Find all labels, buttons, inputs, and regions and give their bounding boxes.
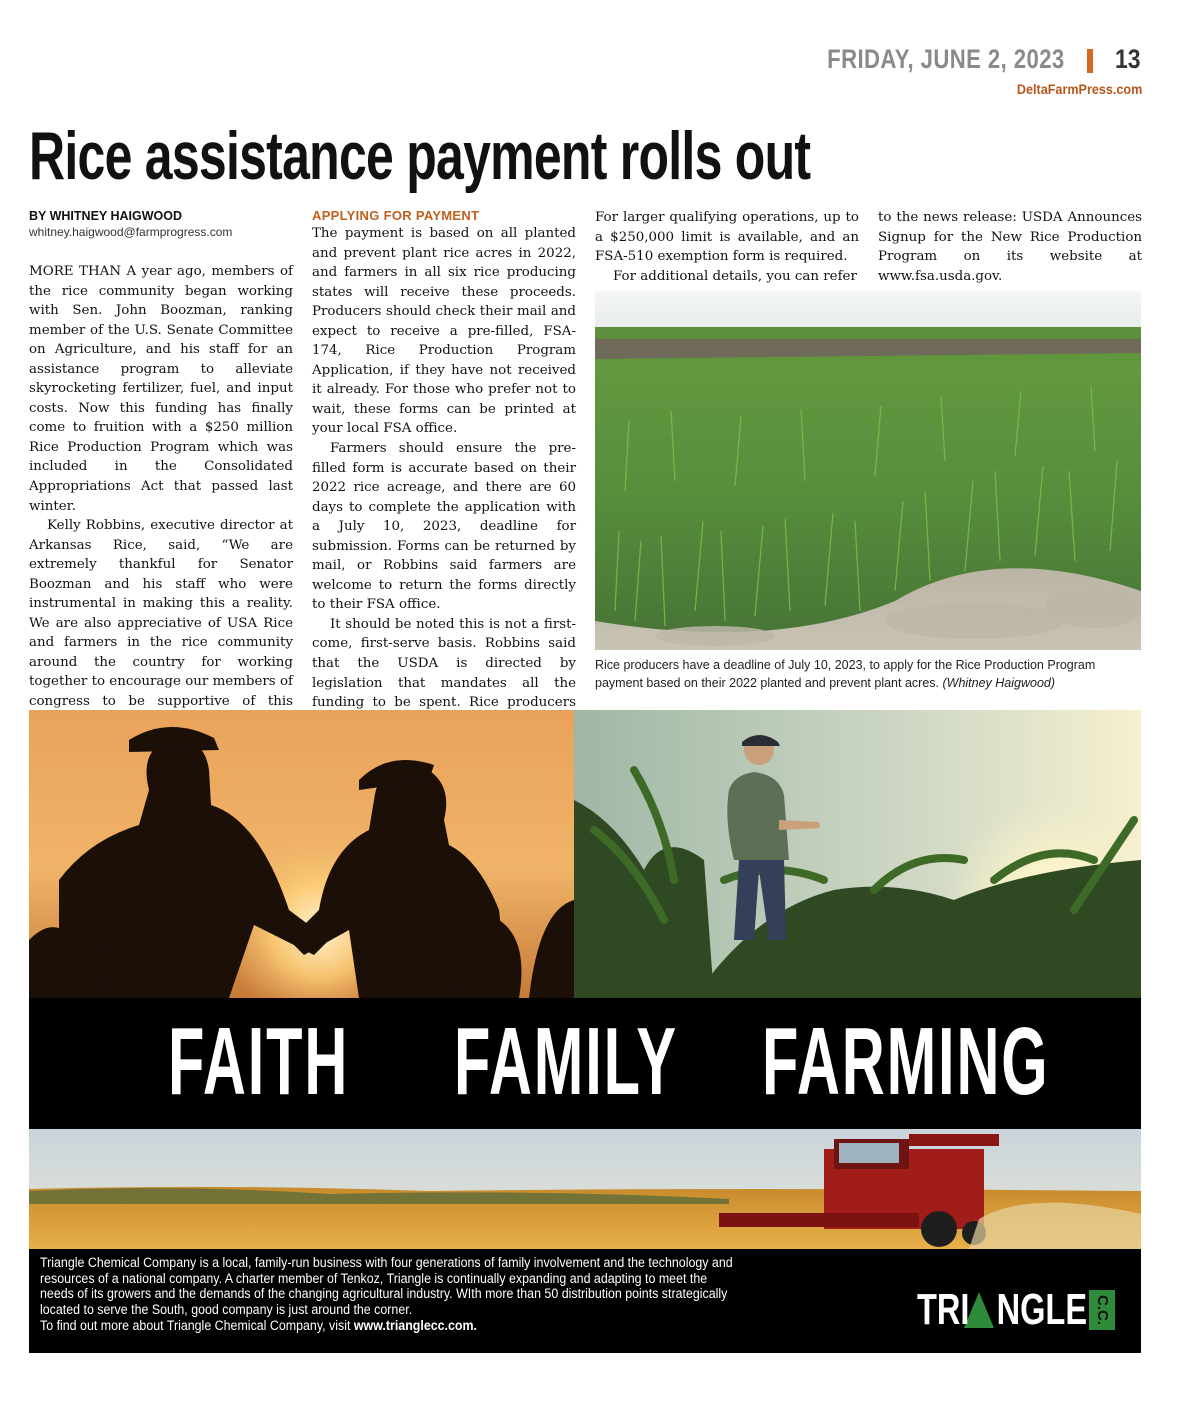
issue-date: FRIDAY, JUNE 2, 2023 xyxy=(827,44,1065,74)
article-column-1 xyxy=(29,208,293,731)
slogan-word-faith: FAITH xyxy=(168,1008,350,1115)
slogan-word-farming: FARMING xyxy=(762,1008,1050,1115)
paragraph: It should be noted this is not a first-come, first-serve basis. Robbins said that the USDA is directed by legislation that mandates all the funding to be spent. Rice producers xyxy=(312,616,576,711)
paragraph: to the news release: USDA Announces Signup for the New Rice Production Program on its website at www.fsa.usda.gov. xyxy=(878,210,1142,284)
article-column-2 xyxy=(312,208,576,752)
ad-slogan-band xyxy=(29,998,1141,1129)
logo-cc-mark: C.C. xyxy=(1094,1295,1111,1325)
paragraph: Farmers should ensure the pre-filled form is accurate based on their 2022 rice acreage, and there are 60 days to complete the application with a July 10, 2023, deadline for submission. Forms can be returned by mail, or Robbins said farmers are welcome to return the forms directly to their FSA office. xyxy=(312,441,576,613)
subhead: APPLYING FOR PAYMENT xyxy=(312,208,480,223)
paragraph: For additional details, you can refer xyxy=(613,268,857,284)
handshake-sunset-photo xyxy=(29,710,574,998)
triangle-logo xyxy=(917,1285,1122,1334)
paragraph: MORE THAN A year ago, members of the rice community began working with Sen. John Boozman, ranking member of the U.S. Senate Committee on Agriculture, and his staff for an assistance program to alleviate skyrocketing fertilizer, fuel, and input costs. Now this funding has finally come to fruition with a $250 million Rice Production Program which was included in the Consolidated Appropriations Act that passed last winter. xyxy=(29,264,293,514)
paragraph: Kelly Robbins, executive director at Arkansas Rice, said, “We are extremely thankful for Senator Boozman and his staff who were instrumental in making this a reality. We are also appreciative of USA Rice and farmers in the rice community around the country for working together to encourage our members of congress to be supportive of this xyxy=(29,518,293,710)
byline: BY WHITNEY HAIGWOOD xyxy=(29,209,183,223)
paragraph: The payment is based on all planted and prevent plant rice acres in 2022, and farmers in all six rice producing states will receive these proceeds. Producers should check their mail and expect to receive a pre-filled, FSA-174, Rice Production Program Application, if they have not received it already. For those who prefer not to wait, these forms can be printed at your local FSA office. xyxy=(312,226,576,437)
advertisement xyxy=(29,710,1141,1353)
article-column-4 xyxy=(878,208,1142,286)
site-name: DeltaFarmPress.com xyxy=(1016,81,1142,97)
author-email: whitney.haigwood@farmprogress.com xyxy=(29,225,233,239)
farmer-cornfield-photo xyxy=(574,710,1141,998)
ad-cta-prefix: To find out more about Triangle Chemical Company, visit xyxy=(40,1317,351,1333)
page-number: 13 xyxy=(1115,44,1141,74)
paragraph: For larger qualifying operations, up to a $250,000 limit is available, and an FSA-510 exemption form is required. xyxy=(595,210,859,265)
article-column-3 xyxy=(595,208,859,286)
ad-description: Triangle Chemical Company is a local, family-run business with four generations of family involvement and the technology and resources of a national company. A charter member of Tenkoz, Triangle is continually expanding and adapting to meet the needs of its growers and the demands of the changing agricultural industry. WIth more than 50 distribution points strategically located to serve the South, good company is just around the corner. xyxy=(40,1255,733,1318)
headline: Rice assistance payment rolls out xyxy=(29,118,811,194)
ad-website-link[interactable]: www.trianglecc.com. xyxy=(353,1317,477,1333)
photo-caption xyxy=(595,656,1141,692)
rice-field-photo xyxy=(595,291,1141,650)
ad-call-to-action xyxy=(40,1318,739,1334)
photo-credit: (Whitney Haigwood) xyxy=(942,676,1056,690)
logo-wordmark: TRI NGLE xyxy=(917,1285,1088,1334)
combine-harvester-photo xyxy=(29,1129,1141,1249)
slogan-word-family: FAMILY xyxy=(454,1008,678,1115)
header-divider xyxy=(1087,49,1093,73)
ad-body-text xyxy=(40,1255,739,1334)
caption-text: Rice producers have a deadline of July 10, 2023, to apply for the Rice Production Program payment based on their 2022 planted and prevent plant acres. xyxy=(595,658,1096,690)
